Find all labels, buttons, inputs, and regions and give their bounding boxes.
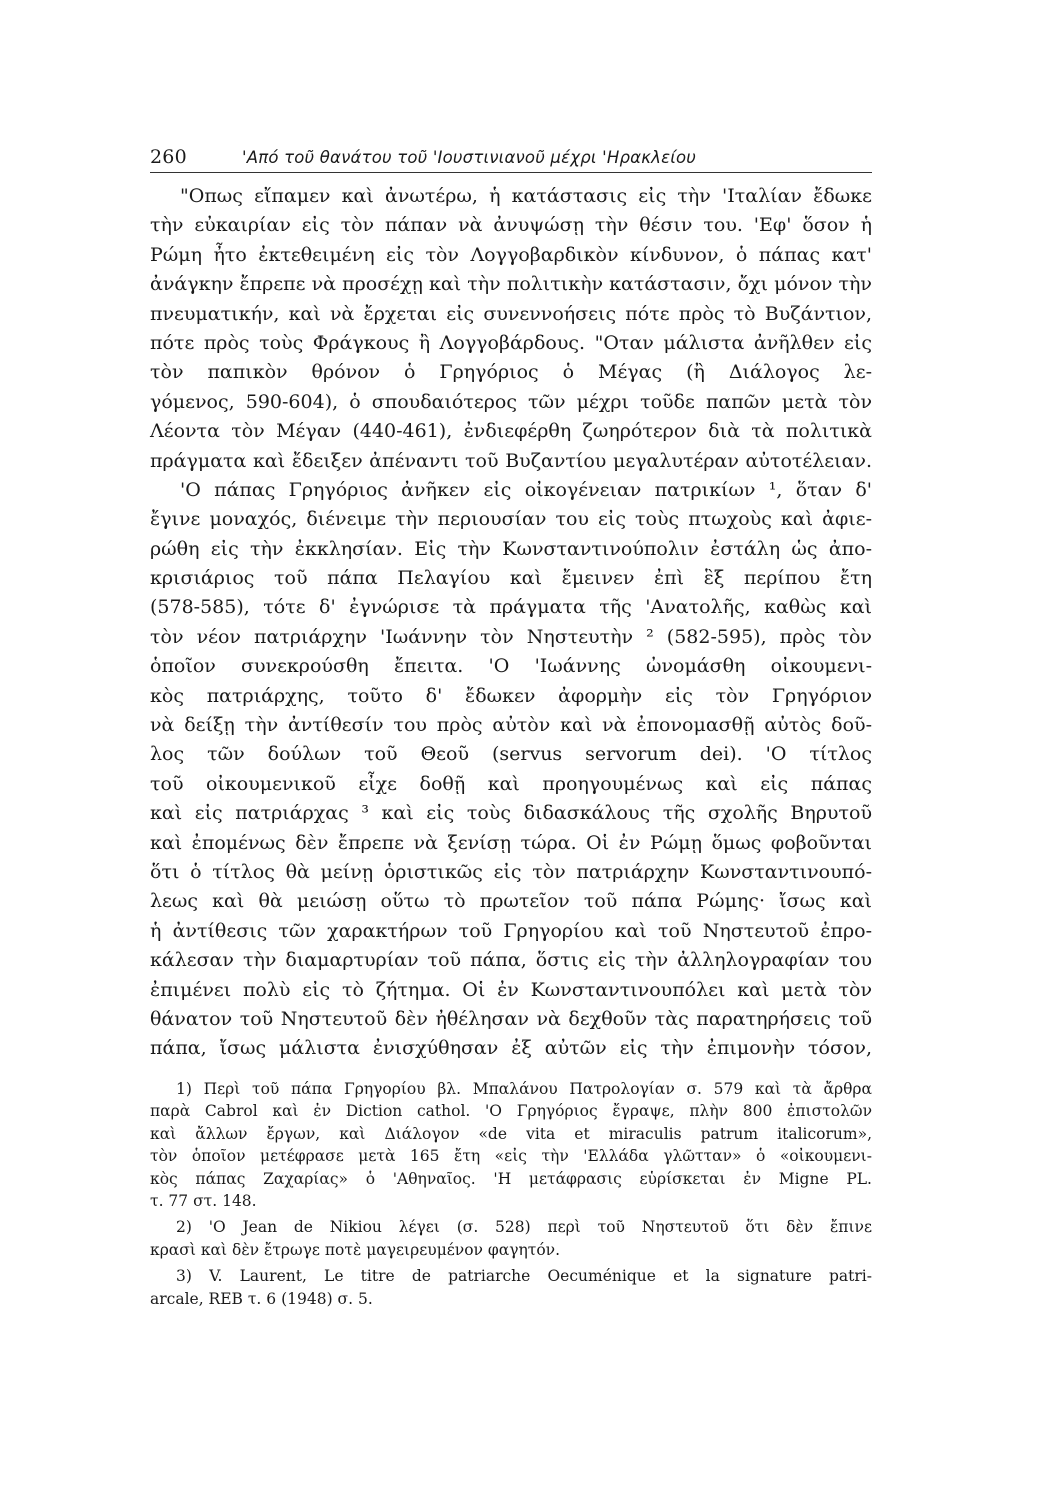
main-text [150, 182, 872, 1064]
text-line: τὴν εὐκαιρίαν εἰς τὸν πάπαν νὰ ἀνυψώσῃ τὴν θέσιν του. 'Εφ' ὅσον ἡ [150, 214, 872, 237]
text-line: λεως καὶ θὰ μειώσῃ οὕτω τὸ πρωτεῖον τοῦ πάπα Ρώμης· ἴσως καὶ [150, 890, 872, 913]
running-header [150, 146, 870, 168]
text-line: πάπα, ἴσως μάλιστα ἐνισχύθησαν ἐξ αὐτῶν εἰς τὴν ἐπιμονὴν τόσον, [150, 1037, 872, 1060]
text-line: "Οπως εἴπαμεν καὶ ἀνωτέρω, ἡ κατάστασις εἰς τὴν 'Ιταλίαν ἔδωκε [180, 185, 872, 207]
text-line: ὁποῖον συνεκρούσθη ἔπειτα. 'Ο 'Ιωάννης ὠνομάσθη οἰκουμενι- [150, 655, 872, 678]
text-line: τὸν παπικὸν θρόνον ὁ Γρηγόριος ὁ Μέγας (ἢ Διάλογος λε- [150, 361, 872, 384]
footnote-3-line: arcale, REB τ. 6 (1948) σ. 5. [150, 1289, 373, 1308]
text-line: λος τῶν δούλων τοῦ Θεοῦ (servus servorum dei). 'Ο τίτλος [150, 743, 872, 766]
text-line: νὰ δείξῃ τὴν ἀντίθεσίν του πρὸς αὐτὸν καὶ νὰ ἐπονομασθῇ αὐτὸς δοῦ- [150, 714, 872, 737]
text-line: κρισιάριος τοῦ πάπα Πελαγίου καὶ ἔμεινεν ἐπὶ ἓξ περίπου ἔτη [150, 567, 872, 590]
text-line: πνευματικήν, καὶ νὰ ἔρχεται εἰς συνεννοήσεις πότε πρὸς τὸ Βυζάντιον, [150, 302, 872, 325]
text-line: καὶ ἐπομένως δὲν ἔπρεπε νὰ ξενίσῃ τώρα. Οἱ ἐν Ρώμῃ ὅμως φοβοῦνται [150, 831, 872, 854]
text-line: ὅτι ὁ τίτλος θὰ μείνῃ ὁριστικῶς εἰς τὸν πατριάρχην Κωνσταντινουπό- [150, 860, 872, 883]
text-line: ἐπιμένει πολὺ εἰς τὸ ζήτημα. Οἱ ἐν Κωνσταντινουπόλει καὶ μετὰ τὸν [150, 978, 872, 1001]
text-line: πότε πρὸς τοὺς Φράγκους ἢ Λογγοβάρδους. "Οταν μάλιστα ἀνῆλθεν εἰς [150, 331, 872, 354]
running-title: 'Από τοῦ θανάτου τοῦ 'Ιουστινιανοῦ μέχρι 'Ηρακλείου [242, 148, 697, 167]
text-line: (578-585), τότε δ' ἐγνώρισε τὰ πράγματα τῆς 'Ανατολῆς, καθὼς καὶ [150, 596, 872, 619]
text-line: Λέοντα τὸν Μέγαν (440-461), ἐνδιεφέρθη ζωηρότερον διὰ τὰ πολιτικὰ [150, 420, 872, 443]
footnote-1-line: καὶ ἄλλων ἔργων, καὶ Διάλογον «de vita et miraculis patrum italicorum», [150, 1124, 872, 1143]
text-line: πράγματα καὶ ἔδειξεν ἀπέναντι τοῦ Βυζαντίου μεγαλυτέραν αὐτοτέλειαν. [150, 449, 872, 472]
text-line: ἔγινε μοναχός, διένειμε τὴν περιουσίαν του εἰς τοὺς πτωχοὺς καὶ ἀφιε- [150, 508, 872, 531]
text-line: κὸς πατριάρχης, τοῦτο δ' ἔδωκεν ἀφορμὴν εἰς τὸν Γρηγόριον [150, 684, 872, 707]
text-line: γόμενος, 590-604), ὁ σπουδαιότερος τῶν μέχρι τοῦδε παπῶν μετὰ τὸν [150, 390, 872, 413]
footnote-1-line: τ. 77 στ. 148. [150, 1191, 257, 1210]
text-line: ρώθη εἰς τὴν ἐκκλησίαν. Εἰς τὴν Κωνσταντινούπολιν ἐστάλη ὡς ἀπο- [150, 537, 872, 560]
footnotes [150, 1078, 872, 1310]
footnote-1-line: 1) Περὶ τοῦ πάπα Γρηγορίου βλ. Μπαλάνου Πατρολογίαν σ. 579 καὶ τὰ ἄρθρα [176, 1080, 872, 1098]
header-rule [150, 172, 872, 173]
text-line: τοῦ οἰκουμενικοῦ εἶχε δοθῇ καὶ προηγουμένως καὶ εἰς πάπας [150, 772, 872, 795]
footnote-1-line: κὸς πάπας Ζαχαρίας» ὁ 'Αθηναῖος. 'Η μετάφρασις εὑρίσκεται ἐν Migne PL. [150, 1169, 872, 1188]
page-number: 260 [150, 146, 187, 168]
text-line: ἡ ἀντίθεσις τῶν χαρακτήρων τοῦ Γρηγορίου καὶ τοῦ Νηστευτοῦ ἐπρο- [150, 919, 872, 942]
text-line: ἀνάγκην ἔπρεπε νὰ προσέχῃ καὶ τὴν πολιτικὴν κατάστασιν, ὄχι μόνον τὴν [150, 273, 872, 296]
text-line: Ρώμη ἦτο ἐκτεθειμένη εἰς τὸν Λογγοβαρδικὸν κίνδυνον, ὁ πάπας κατ' [150, 243, 872, 266]
text-line: καὶ εἰς πατριάρχας ³ καὶ εἰς τοὺς διδασκάλους τῆς σχολῆς Βηρυτοῦ [150, 802, 872, 825]
text-line: θάνατον τοῦ Νηστευτοῦ δὲν ἠθέλησαν νὰ δεχθοῦν τὰς παρατηρήσεις τοῦ [150, 1007, 872, 1030]
text-line: 'Ο πάπας Γρηγόριος ἀνῆκεν εἰς οἰκογένειαν πατρικίων ¹, ὅταν δ' [180, 478, 872, 501]
footnote-1-line: παρὰ Cabrol καὶ ἐν Diction cathol. 'Ο Γρηγόριος ἔγραψε, πλὴν 800 ἐπιστολῶν [150, 1102, 872, 1121]
footnote-3-line: 3) V. Laurent, Le titre de patriarche Oecuménique et la signature patri- [176, 1267, 872, 1286]
footnote-2-line: 2) 'Ο Jean de Nikiou λέγει (σ. 528) περὶ τοῦ Νηστευτοῦ ὅτι δὲν ἔπινε [176, 1218, 872, 1237]
text-line: κάλεσαν τὴν διαμαρτυρίαν τοῦ πάπα, ὅστις εἰς τὴν ἀλληλογραφίαν του [150, 949, 872, 972]
footnote-1-line: τὸν ὁποῖον μετέφρασε μετὰ 165 ἔτη «εἰς τὴν 'Ελλάδα γλῶτταν» ὁ «οἰκουμενι- [150, 1147, 872, 1166]
text-line: τὸν νέον πατριάρχην 'Ιωάννην τὸν Νηστευτὴν ² (582-595), πρὸς τὸν [150, 625, 872, 648]
footnote-2-line: κρασὶ καὶ δὲν ἔτρωγε ποτὲ μαγειρευμένον φαγητόν. [150, 1240, 561, 1259]
